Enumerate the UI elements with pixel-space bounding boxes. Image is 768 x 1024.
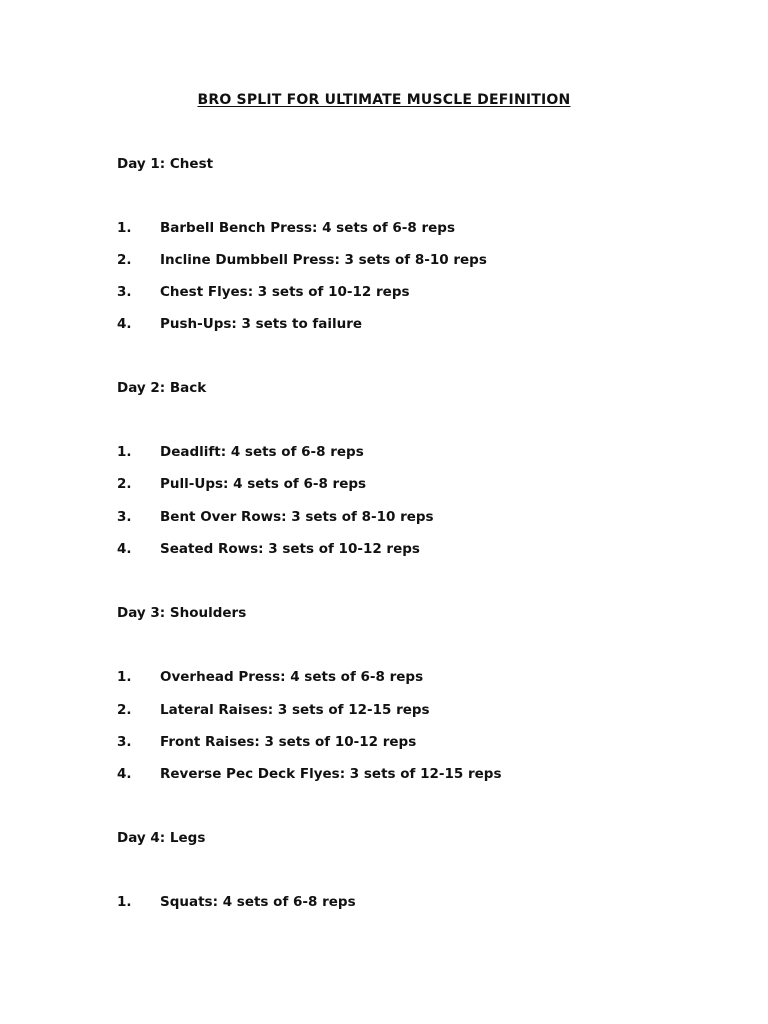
list-item-number: 3. (117, 509, 132, 525)
list-item-text: Seated Rows: 3 sets of 10-12 reps (160, 541, 420, 557)
list-item (117, 444, 364, 460)
list-item (117, 476, 366, 492)
list-item (117, 766, 502, 782)
list-item (117, 669, 423, 685)
list-item-number: 1. (117, 220, 132, 236)
list-item (117, 316, 362, 332)
list-item-number: 1. (117, 894, 132, 910)
list-item-text: Barbell Bench Press: 4 sets of 6-8 reps (160, 220, 456, 236)
list-item-text: Overhead Press: 4 sets of 6-8 reps (160, 669, 424, 685)
list-item-number: 1. (117, 669, 132, 685)
list-item-text: Pull-Ups: 4 sets of 6-8 reps (160, 476, 367, 492)
list-item (117, 252, 487, 268)
list-item-number: 4. (117, 766, 132, 782)
list-item-number: 3. (117, 284, 132, 300)
list-item-number: 2. (117, 702, 132, 718)
day-heading: Day 3: Shoulders (117, 605, 247, 621)
list-item-text: Front Raises: 3 sets of 10-12 reps (160, 734, 417, 750)
list-item (117, 509, 434, 525)
list-item-text: Lateral Raises: 3 sets of 12-15 reps (160, 702, 430, 718)
list-item (117, 894, 356, 910)
list-item-number: 1. (117, 444, 132, 460)
list-item (117, 541, 420, 557)
list-item-number: 2. (117, 476, 132, 492)
list-item (117, 284, 410, 300)
day-heading: Day 2: Back (117, 380, 207, 396)
list-item-number: 2. (117, 252, 132, 268)
list-item-number: 3. (117, 734, 132, 750)
list-item-text: Incline Dumbbell Press: 3 sets of 8-10 reps (160, 252, 487, 268)
list-item-text: Chest Flyes: 3 sets of 10-12 reps (160, 284, 410, 300)
list-item-text: Reverse Pec Deck Flyes: 3 sets of 12-15 reps (160, 766, 502, 782)
list-item (117, 734, 416, 750)
day-heading: Day 1: Chest (117, 156, 214, 172)
list-item (117, 220, 455, 236)
list-item-text: Bent Over Rows: 3 sets of 8-10 reps (160, 509, 434, 525)
list-item (117, 702, 430, 718)
list-item-number: 4. (117, 316, 132, 332)
list-item-number: 4. (117, 541, 132, 557)
day-heading: Day 4: Legs (117, 830, 206, 846)
list-item-text: Push-Ups: 3 sets to failure (160, 316, 363, 332)
list-item-text: Squats: 4 sets of 6-8 reps (160, 894, 356, 910)
list-item-text: Deadlift: 4 sets of 6-8 reps (160, 444, 364, 460)
page-title: BRO SPLIT FOR ULTIMATE MUSCLE DEFINITION (197, 92, 571, 108)
